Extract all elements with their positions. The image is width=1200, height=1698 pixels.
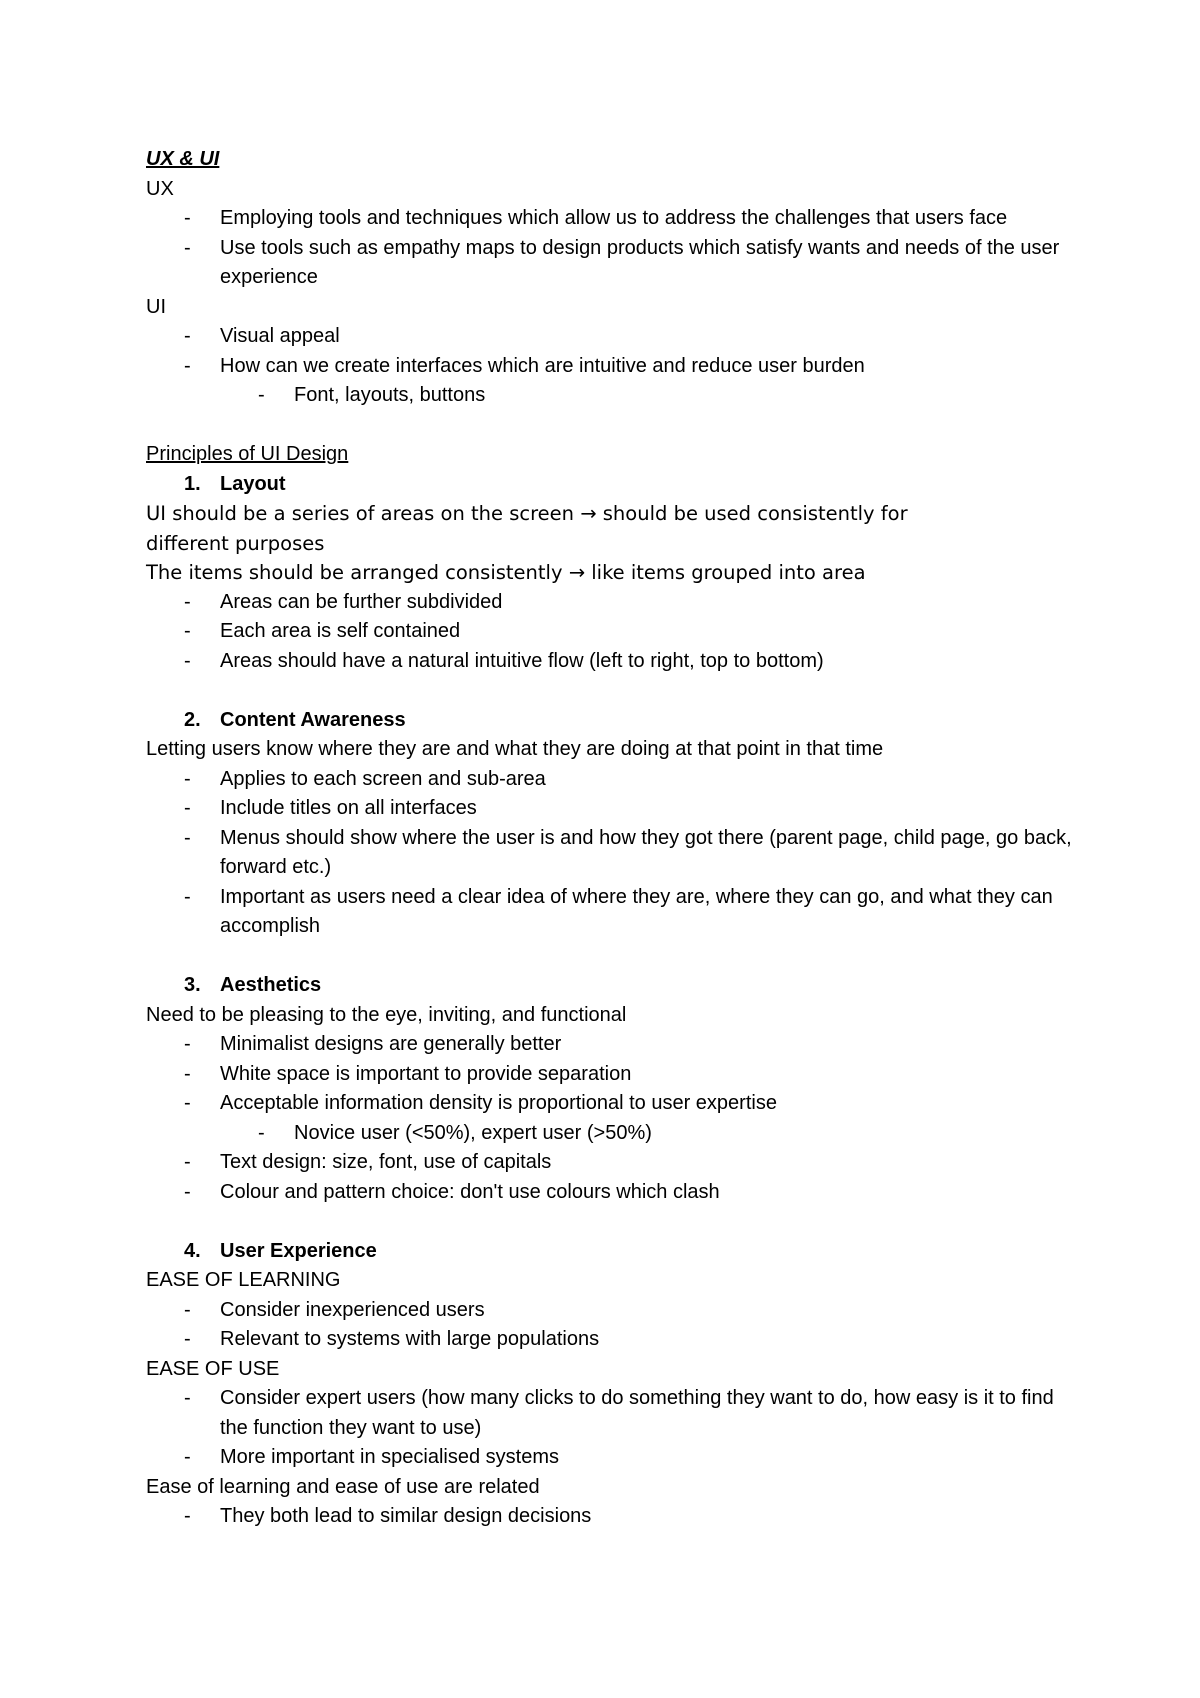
- principles-heading: Principles of UI Design: [146, 443, 349, 465]
- list-item: - Use tools such as empathy maps to design products which satisfy wants and needs of the user experience: [146, 234, 1076, 293]
- list-item: - Important as users need a clear idea of where they are, where they can go, and what they can accomplish: [146, 883, 1076, 942]
- list-item-text: Consider inexperienced users: [220, 1298, 485, 1321]
- list-item-text: Applies to each screen and sub-area: [220, 767, 546, 790]
- list-item-text: Acceptable information density is proportional to user expertise: [220, 1092, 777, 1114]
- paragraph: Ease of learning and ease of use are related: [146, 1475, 540, 1498]
- list-item: - Areas should have a natural intuitive flow (left to right, top to bottom): [146, 647, 1076, 677]
- list-item-text: Employing tools and techniques which allow us to address the challenges that users face: [220, 207, 1008, 229]
- list-item: - White space is important to provide separation: [146, 1060, 1076, 1090]
- list-item-text: Use tools such as empathy maps to design products which satisfy wants and needs of the user experience: [220, 236, 1060, 288]
- list-item-text: Each area is self contained: [220, 620, 461, 642]
- page-title: UX & UI: [146, 148, 220, 170]
- list-item: - They both lead to similar design decisions: [146, 1502, 1076, 1532]
- list-item: - Consider expert users (how many clicks to do something they want to do, how easy is it to find the function they want to use): [146, 1384, 1076, 1443]
- list-item-text: Areas should have a natural intuitive flow (left to right, top to bottom): [220, 649, 824, 672]
- document-body: [146, 145, 1076, 1532]
- list-item: - More important in specialised systems: [146, 1443, 1076, 1473]
- section-heading-content-awareness: 2. Content Awareness: [184, 708, 406, 731]
- list-item: - Include titles on all interfaces: [146, 794, 1076, 824]
- list-item: - How can we create interfaces which are intuitive and reduce user burden: [146, 352, 1076, 382]
- ui-label: UI: [146, 295, 166, 318]
- list-item: - Areas can be further subdivided: [146, 588, 1076, 618]
- paragraph: UI should be a series of areas on the screen → should be used consistently for: [146, 502, 908, 525]
- list-item: - Each area is self contained: [146, 617, 1076, 647]
- list-item-text: Consider expert users (how many clicks to do something they want to do, how easy is it to find the function they want to use): [220, 1387, 1054, 1439]
- ease-of-learning-label: EASE OF LEARNING: [146, 1269, 341, 1291]
- list-item-text: Colour and pattern choice: don't use colours which clash: [220, 1180, 720, 1203]
- list-item-text: Minimalist designs are generally better: [220, 1033, 562, 1055]
- list-item-text: Novice user (<50%), expert user (>50%): [294, 1121, 652, 1144]
- list-item-text: Text design: size, font, use of capitals: [220, 1151, 552, 1173]
- list-item: - Menus should show where the user is and how they got there (parent page, child page, go back, forward etc.): [146, 824, 1076, 883]
- list-item: - Consider inexperienced users: [146, 1296, 1076, 1326]
- section-heading-user-experience: 4. User Experience: [184, 1239, 377, 1262]
- ease-of-use-label: EASE OF USE: [146, 1357, 280, 1380]
- list-item: - Colour and pattern choice: don't use colours which clash: [146, 1178, 1076, 1208]
- list-item: - Visual appeal: [146, 322, 1076, 352]
- list-item-text: They both lead to similar design decisions: [220, 1505, 592, 1527]
- list-item-text: Important as users need a clear idea of where they are, where they can go, and what they can accomplish: [220, 885, 1053, 937]
- list-item-text: Font, layouts, buttons: [294, 384, 486, 406]
- list-item-text: More important in specialised systems: [220, 1446, 560, 1468]
- list-item-text: Relevant to systems with large populations: [220, 1328, 600, 1350]
- list-item-text: Visual appeal: [220, 325, 340, 347]
- paragraph: Letting users know where they are and what they are doing at that point in that time: [146, 738, 884, 760]
- list-item-text: How can we create interfaces which are intuitive and reduce user burden: [220, 354, 865, 377]
- paragraph: Need to be pleasing to the eye, inviting, and functional: [146, 1003, 627, 1026]
- list-item: - Applies to each screen and sub-area: [146, 765, 1076, 795]
- list-item-text: White space is important to provide separation: [220, 1062, 632, 1085]
- list-item: - Acceptable information density is proportional to user expertise: [146, 1089, 1076, 1119]
- list-item-text: Areas can be further subdivided: [220, 590, 503, 613]
- section-heading-layout: 1. Layout: [184, 472, 286, 495]
- list-item: - Relevant to systems with large populations: [146, 1325, 1076, 1355]
- paragraph: different purposes: [146, 531, 325, 555]
- list-item-text: Menus should show where the user is and how they got there (parent page, child page, go back, forward etc.): [220, 826, 1072, 878]
- sub-list-item: - Font, layouts, buttons: [146, 381, 1076, 411]
- list-item: - Employing tools and techniques which allow us to address the challenges that users face: [146, 204, 1076, 234]
- paragraph: The items should be arranged consistently → like items grouped into area: [146, 561, 866, 584]
- list-item-text: Include titles on all interfaces: [220, 797, 477, 819]
- section-heading-aesthetics: 3. Aesthetics: [184, 974, 322, 996]
- list-item: - Minimalist designs are generally better: [146, 1030, 1076, 1060]
- sub-list-item: - Novice user (<50%), expert user (>50%): [146, 1119, 1076, 1149]
- ux-label: UX: [146, 177, 174, 200]
- list-item: - Text design: size, font, use of capitals: [146, 1148, 1076, 1178]
